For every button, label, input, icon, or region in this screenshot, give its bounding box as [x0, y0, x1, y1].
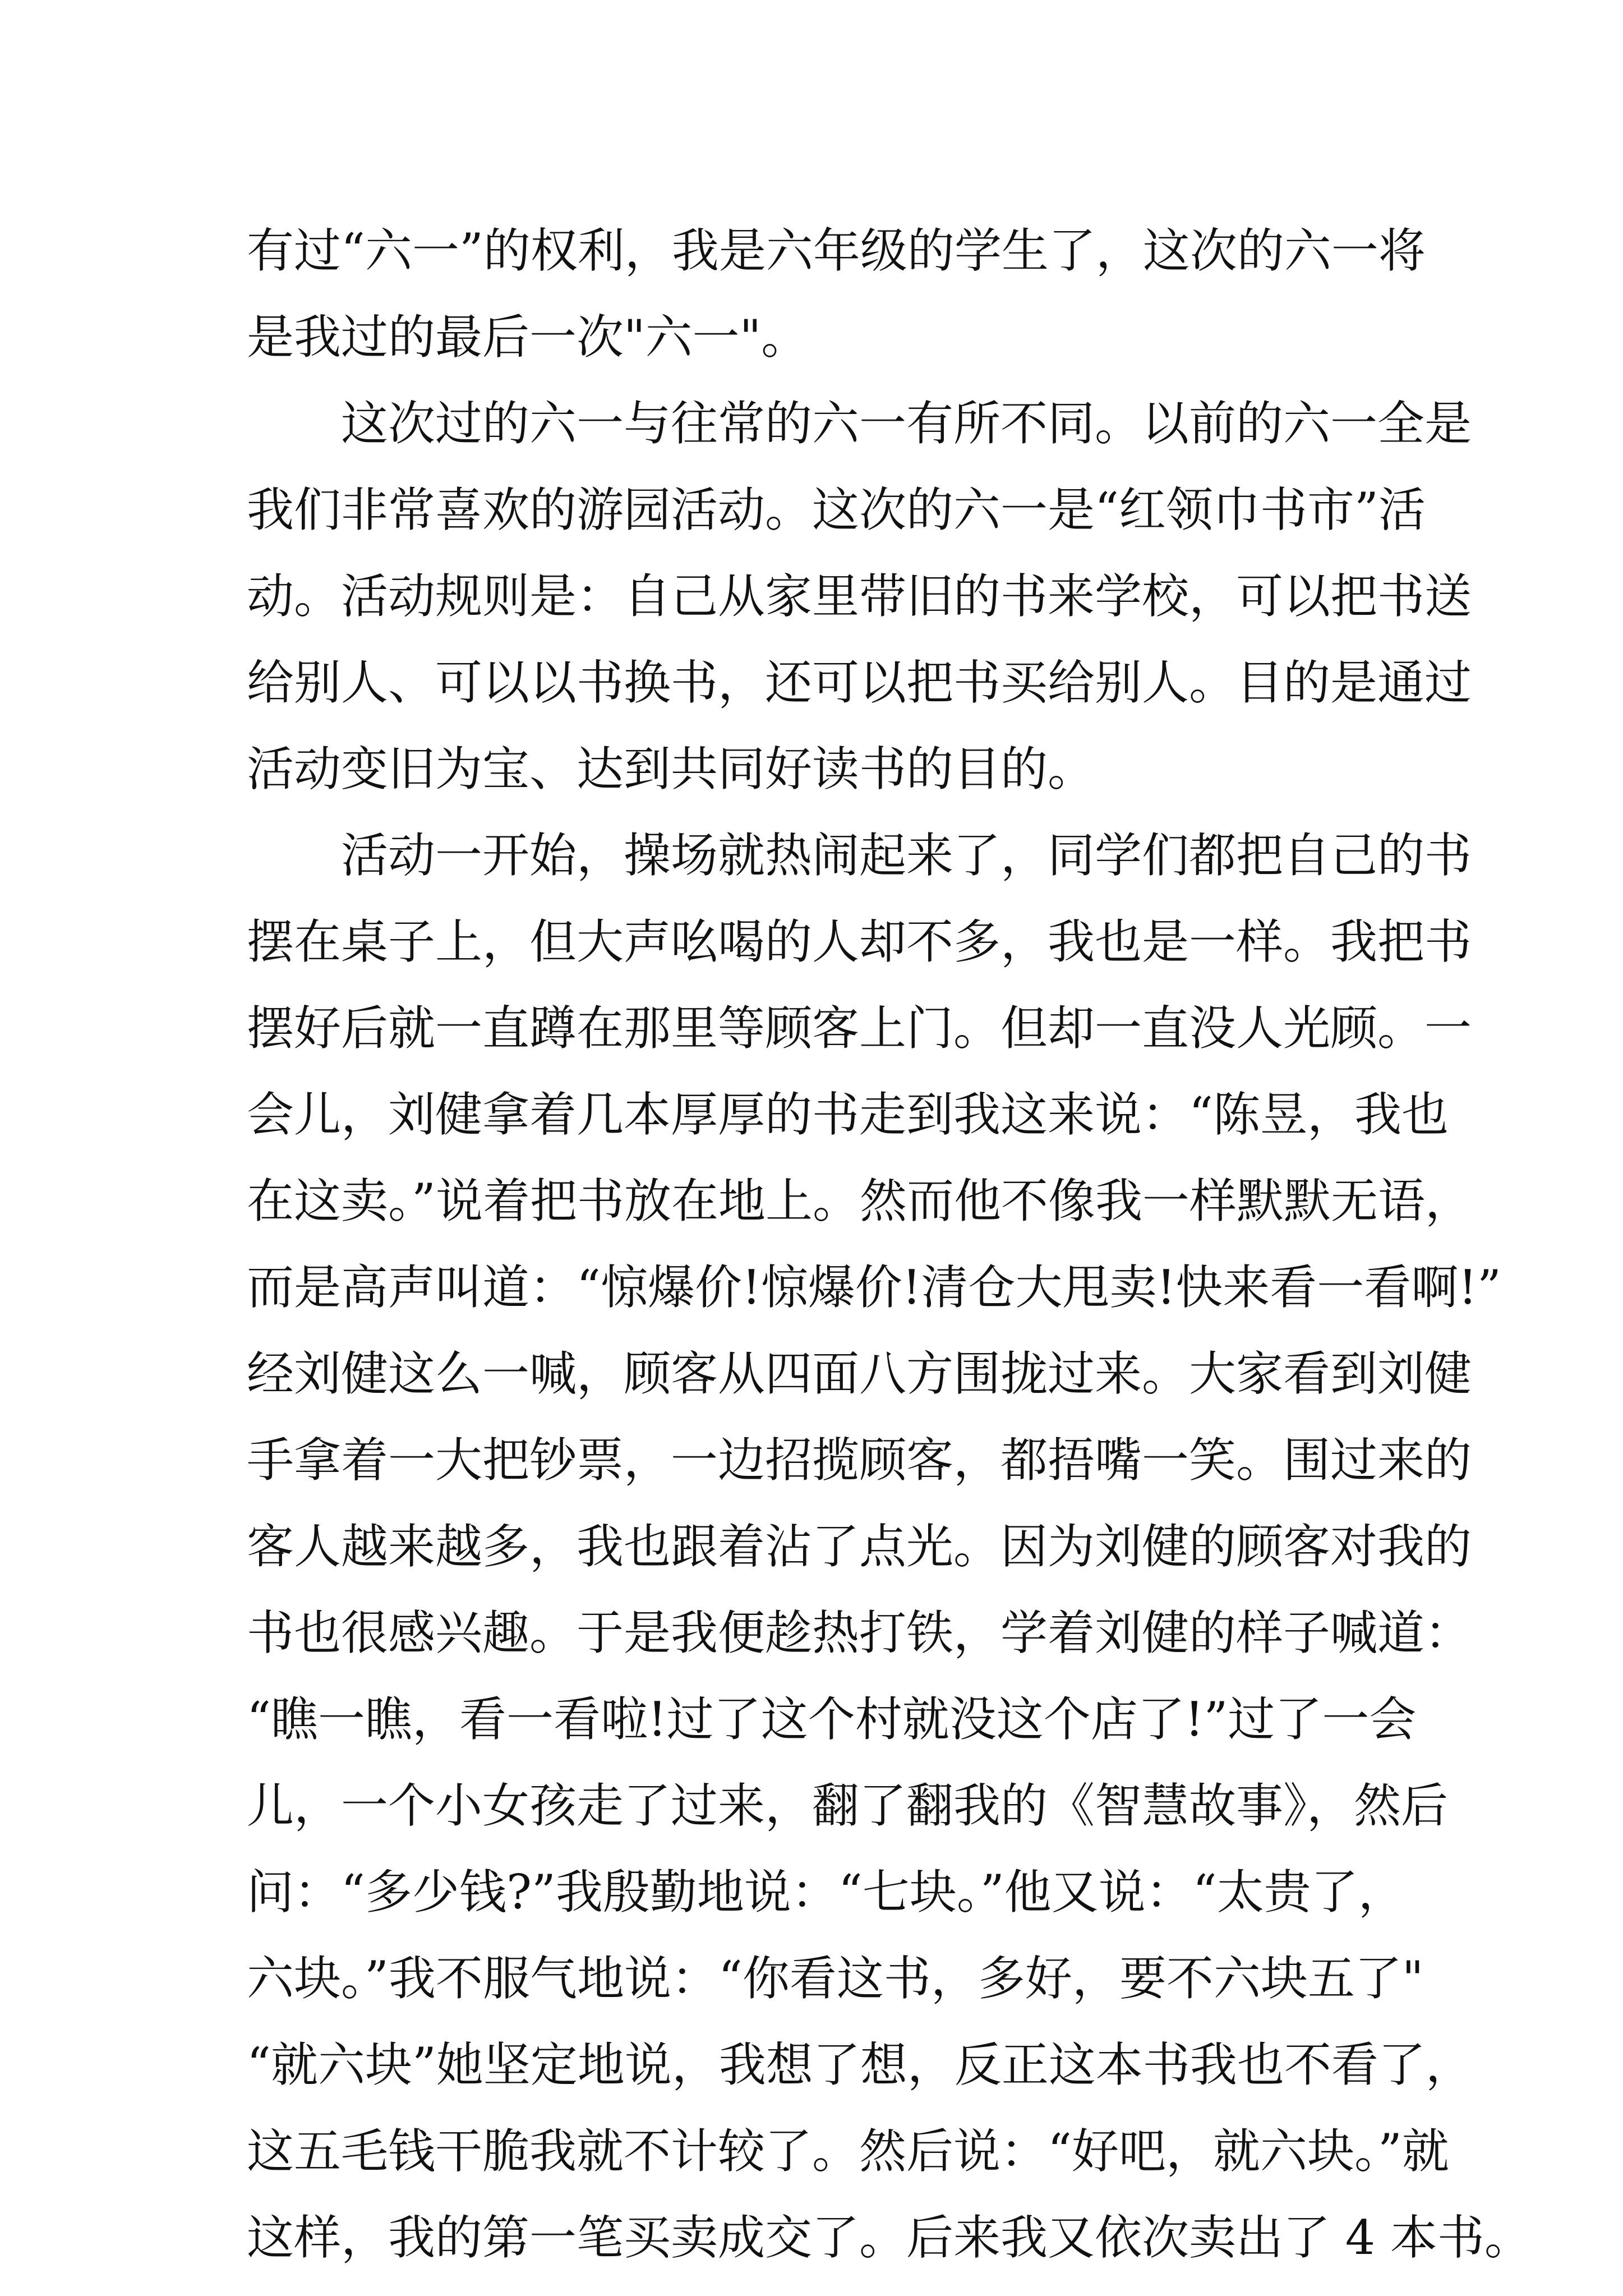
text-line: 这样，我的第一笔买卖成交了。后来我又依次卖出了 4 本书。 — [247, 2210, 1532, 2265]
text-line: 动。活动规则是：自己从家里带旧的书来学校，可以把书送 — [247, 569, 1472, 624]
document-body — [247, 208, 1532, 2281]
text-line: 书也很感兴趣。于是我便趁热打铁，学着刘健的样子喊道： — [247, 1605, 1472, 1660]
text-line: 活动变旧为宝、达到共同好读书的目的。 — [247, 742, 1095, 797]
text-line: 是我过的最后一次"六一"。 — [247, 310, 809, 365]
text-line: 给别人、可以以书换书，还可以把书买给别人。目的是通过 — [247, 655, 1472, 710]
text-line: 摆在桌子上，但大声吆喝的人却不多，我也是一样。我把书 — [247, 914, 1472, 969]
text-line: 六块。”我不服气地说：“你看这书，多好，要不六块五了" — [247, 1951, 1424, 2006]
text-line: 儿，一个小女孩走了过来，翻了翻我的《智慧故事》，然后 — [247, 1778, 1449, 1833]
text-line: 客人越来越多，我也跟着沾了点光。因为刘健的顾客对我的 — [247, 1519, 1472, 1574]
text-line: 经刘健这么一喊，顾客从四面八方围拢过来。大家看到刘健 — [247, 1346, 1472, 1401]
text-line: “瞧一瞧，看一看啦!过了这个村就没这个店了!”过了一会 — [247, 1692, 1417, 1747]
paragraph-first-line: 这次过的六一与往常的六一有所不同。以前的六一全是 — [341, 396, 1472, 451]
paragraph-first-line: 活动一开始，操场就热闹起来了，同学们都把自己的书 — [341, 828, 1472, 883]
text-line: 会儿，刘健拿着几本厚厚的书走到我这来说：“陈昱，我也 — [247, 1087, 1449, 1142]
text-line: 问：“多少钱?”我殷勤地说：“七块。”他又说：“太贵了， — [247, 1865, 1405, 1920]
text-line: “就六块”她坚定地说，我想了想，反正这本书我也不看了， — [247, 2037, 1473, 2092]
text-line: 在这卖。”说着把书放在地上。然而他不像我一样默默无语， — [247, 1174, 1472, 1228]
text-line: 这五毛钱干脆我就不计较了。然后说：“好吧，就六块。”就 — [247, 2124, 1449, 2179]
text-line: 我们非常喜欢的游园活动。这次的六一是“红领巾书市”活 — [247, 482, 1426, 537]
text-line: 摆好后就一直蹲在那里等顾客上门。但却一直没人光顾。一 — [247, 1001, 1472, 1056]
text-line: 手拿着一大把钞票，一边招揽顾客，都捂嘴一笑。围过来的 — [247, 1433, 1472, 1488]
text-line: 有过“六一”的权利，我是六年级的学生了，这次的六一将 — [247, 223, 1426, 278]
text-line: 而是高声叫道：“惊爆价!惊爆价!清仓大甩卖!快来看一看啊!” — [247, 1260, 1501, 1315]
